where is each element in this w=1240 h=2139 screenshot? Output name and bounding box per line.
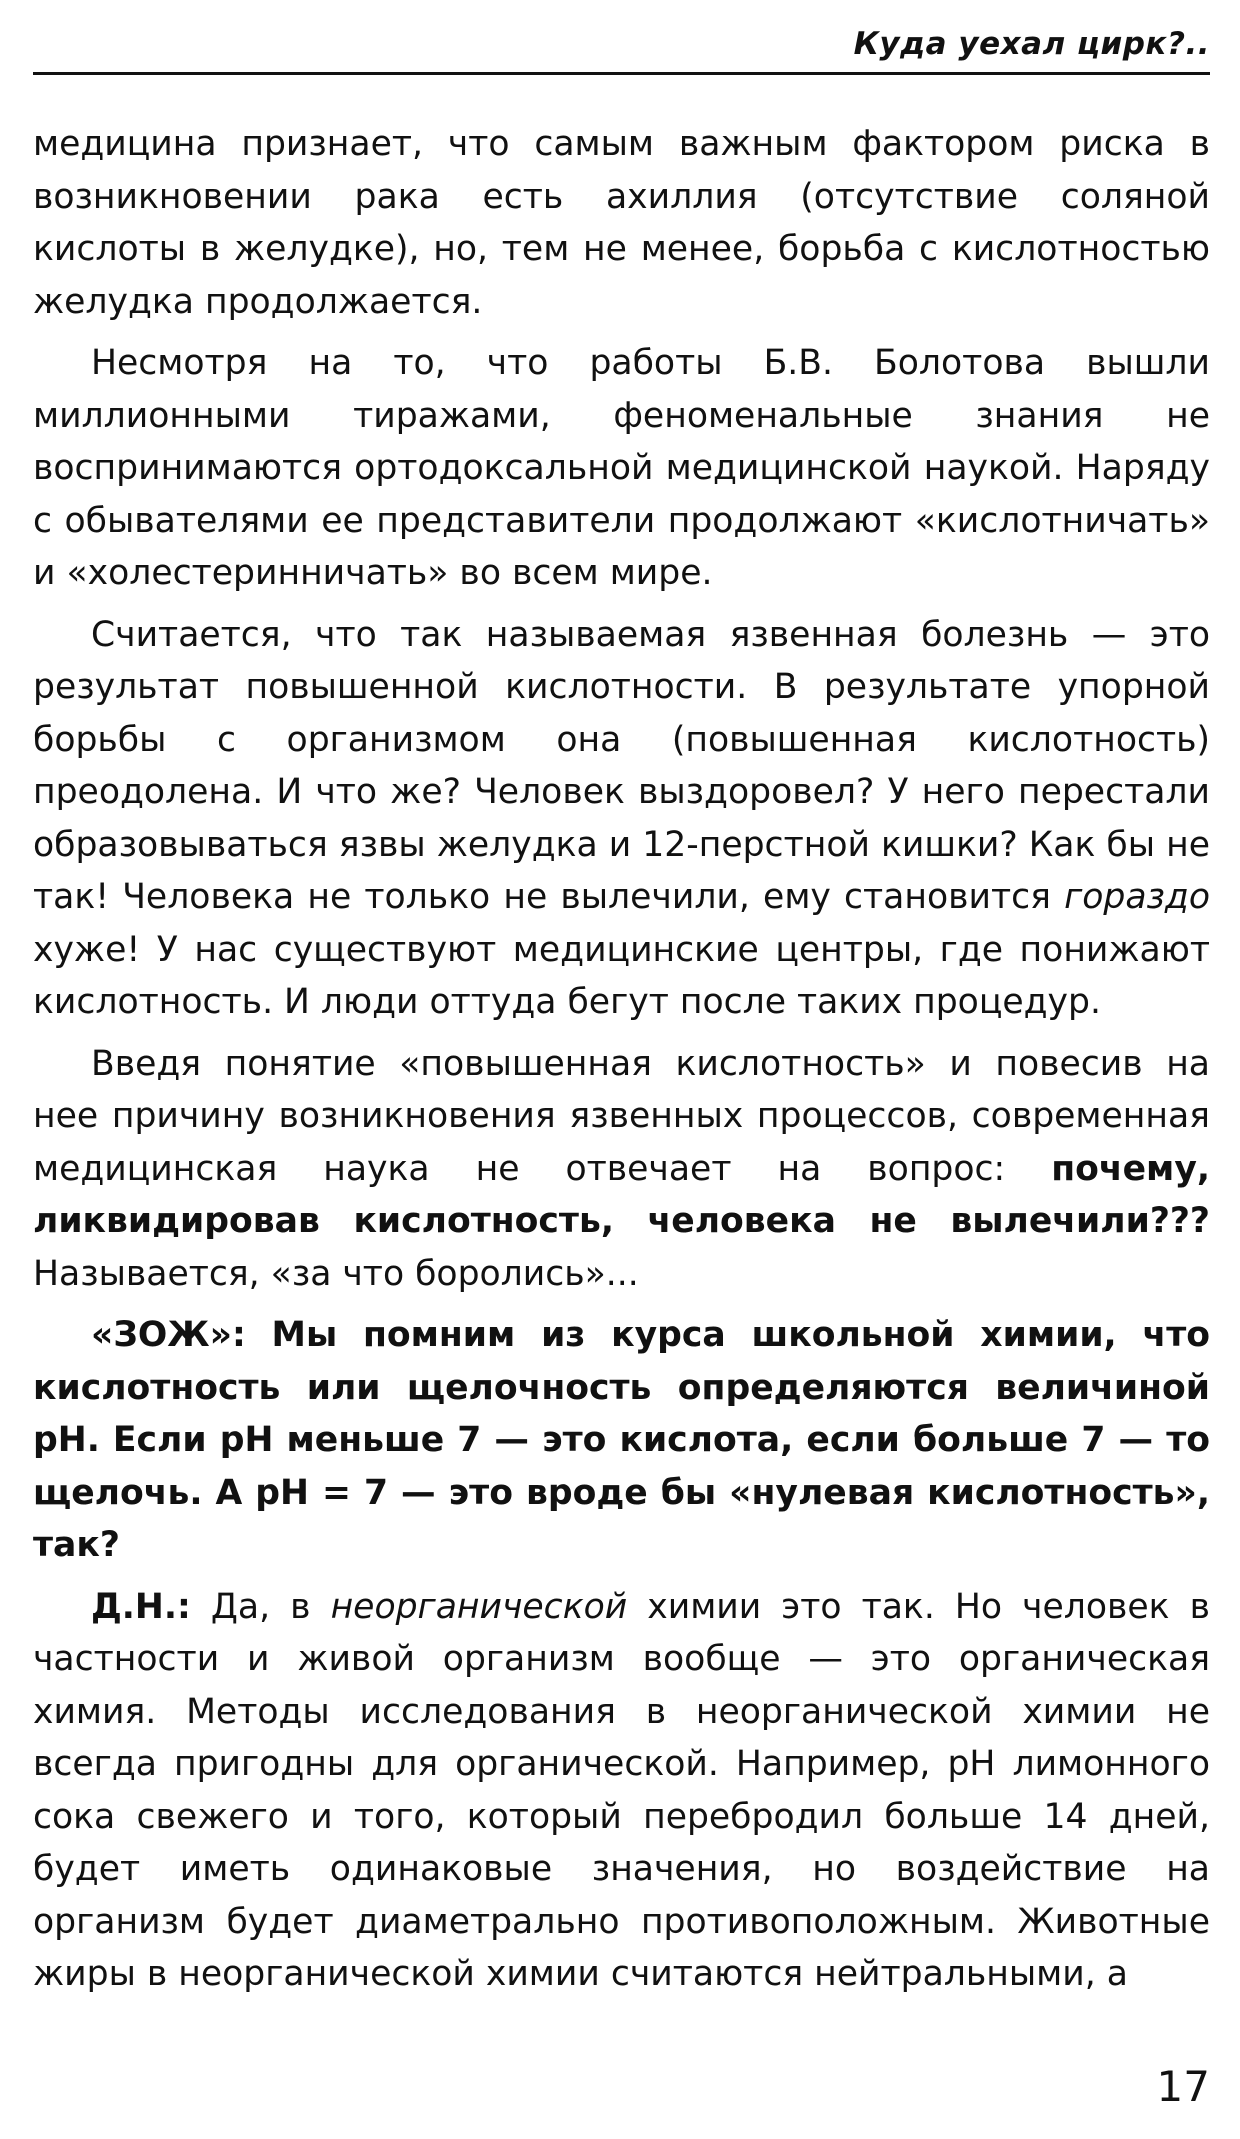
italic-emphasis: гораздо <box>1064 877 1210 917</box>
paragraph-text: Несмотря на то, что работы Б.В. Болотова вышли миллионными тиражами, феноменальные знания не воспринимаются ортодоксальной медицинской наукой. Наряду с обывателями ее представители продолжают «кислотничать» и «холестеринничать» во всем мире. <box>33 343 1210 593</box>
paragraph-text: Считается, что так называемая язвенная болезнь — это результат повышенной кислотности. В результате упорной борьбы с организмом она (повышенная кислотность) преодолена. И что же? Человек выздоровел? У него перестали образовываться язвы желудка и 12-перстной кишки? Как бы не так! Человека не только не вылечили, ему становится <box>33 614 1210 917</box>
bold-question: почему, ликвидировав кислотность, человека не вылечили??? <box>33 1148 1210 1241</box>
paragraph-bolotov <box>33 337 1210 600</box>
paragraph-text: медицина признает, что самым важным фактором риска в возникновении рака есть ахиллия (отсутствие соляной кислоты в желудке), но, тем не менее, борьба с кислотностью желудка продолжается. <box>33 124 1210 322</box>
speaker-label: Д.Н.: <box>91 1586 191 1627</box>
paragraph-text: «ЗОЖ»: Мы помним из курса школьной химии, что кислотность или щелочность определяются величиной pH. Если pH меньше 7 — это кислота, если больше 7 — то щелочь. А pH = 7 — это вроде бы «нулевая кислотность», так? <box>33 1315 1210 1565</box>
paragraph-ulcer <box>33 609 1210 1029</box>
running-title: Куда уехал цирк?.. <box>853 26 1210 62</box>
paragraph-continuation <box>33 118 1210 328</box>
page-number: 17 <box>1156 2062 1210 2111</box>
interviewer-question <box>33 1309 1210 1572</box>
paragraph-text: Называется, «за что боролись»... <box>33 1253 639 1294</box>
paragraph-question <box>33 1038 1210 1301</box>
italic-emphasis: неорганической <box>330 1586 628 1627</box>
paragraph-text: Да, в <box>190 1586 331 1627</box>
running-header <box>33 22 1210 75</box>
paragraph-text: Введя понятие «повышенная кислотность» и повесив на нее причину возникновения язвенных процессов, современная медицинская наука не отвечает на вопрос: <box>33 1043 1210 1189</box>
body-text <box>33 118 1210 2001</box>
paragraph-text: химии это так. Но человек в частности и живой организм вообще — это органическая химия. Методы исследования в неорганической химии не всегда пригодны для органической. Например, pH лимонного сока свежего и того, который перебродил больше 14 дней, будет иметь одинаковые значения, но воздействие на организм будет диаметрально противоположным. Животные жиры в неорганической химии считаются нейтральными, а <box>33 1586 1210 1994</box>
paragraph-text: хуже! У нас существуют медицинские центры, где понижают кислотность. И люди оттуда бегут после таких процедур. <box>33 929 1210 1022</box>
interviewee-answer <box>33 1581 1210 2001</box>
